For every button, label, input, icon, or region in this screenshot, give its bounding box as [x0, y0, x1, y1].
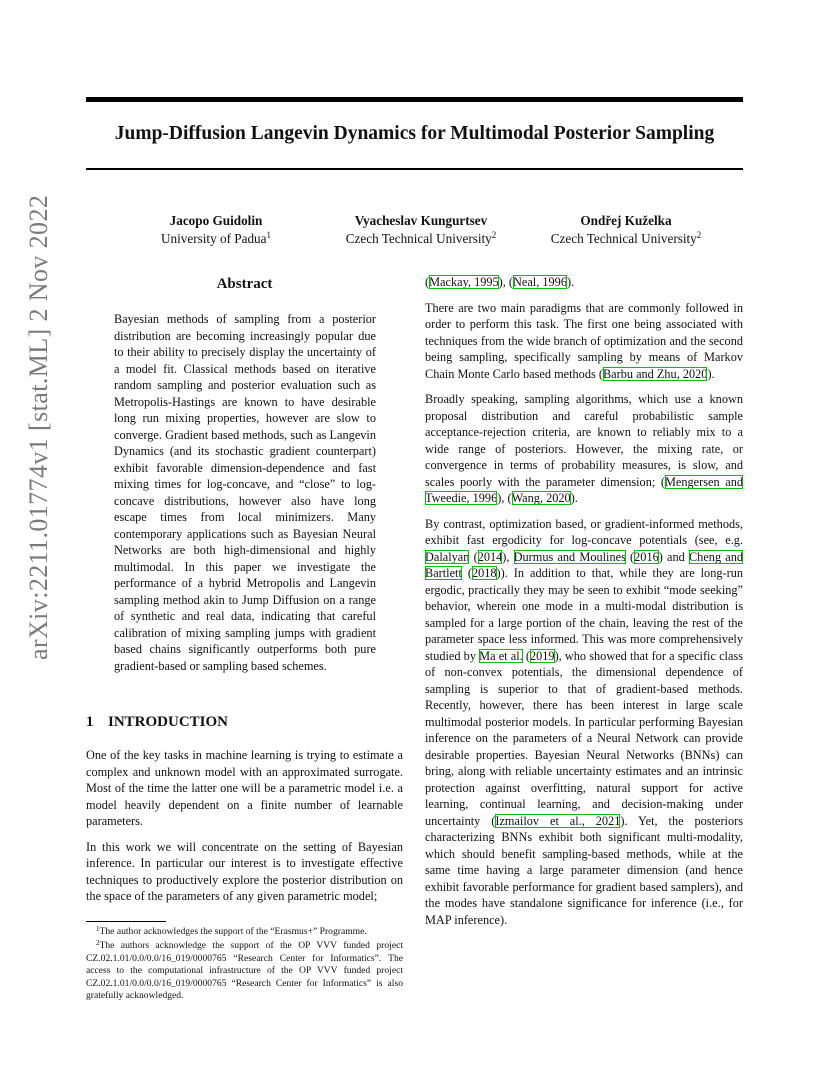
title-top-rule	[86, 97, 743, 102]
author-3	[541, 212, 711, 248]
author-1	[146, 212, 286, 248]
citation-link[interactable]: Barbu and Zhu, 2020	[602, 366, 708, 381]
abstract-heading: Abstract	[216, 276, 273, 292]
citation-link[interactable]: Cheng and Bartlett	[425, 549, 744, 580]
author-2	[331, 212, 511, 248]
right-column	[425, 274, 743, 937]
arxiv-stamp: arXiv:2211.01774v1 [stat.ML] 2 Nov 2022	[24, 194, 53, 660]
left-column	[86, 274, 403, 1005]
intro-paragraph-2-cont: (Mackay, 1995), (Neal, 1996).	[425, 275, 575, 289]
intro-paragraph-1: One of the key tasks in machine learning is trying to estimate a complex and unknown model with an approximated surrogate. Most of the time the latter one will be a parametric model i.e. a model heavily dependent on a finite number of learnable parameters.	[86, 748, 403, 828]
footnote-1: $^1$The author acknowledges the support of the “Erasmus+” Programme.	[96, 924, 367, 937]
author-block	[86, 212, 743, 252]
citation-link[interactable]: 2018	[471, 566, 497, 580]
citation-link[interactable]: Mackay, 1995	[429, 275, 499, 289]
footnote-rule	[86, 921, 166, 922]
citation-link[interactable]: Wang, 2020	[511, 491, 571, 505]
author-name: Ondřej Kuželka	[580, 213, 672, 228]
section-heading	[86, 712, 403, 732]
footnote-2: $^2$The authors acknowledge the support of the OP VVV funded project CZ.02.1.01/0.0/0.0/16_019/0000765 “Research Center for Informatics”. The access to the computational infrastructure of the OP VVV funded project CZ.02.1.01/0.0/0.0/16_019/0000765 “Research Center for Informatics” is also gratefully acknowledged.	[86, 939, 403, 1002]
abstract-text: Bayesian methods of sampling from a posterior distribution are becoming increasingly popular due to their ability to precisely display the uncertainty of a model fit. Classical methods based on iterative random sampling and posterior evaluation such as Metropolis-Hastings are known to have desirable long run mixing properties, however are slow to converge. Gradient based methods, such as Langevin Dynamics (and its stochastic gradient counterpart) exhibit favorable dimension-dependence and fast mixing times for log-concave, and “close” to log-concave distributions, however also have long escape times from local minimizers. Many contemporary applications such as Bayesian Neural Networks are both high-dimensional and highly multimodal. In this paper we investigate the performance of a hybrid Metropolis and Langevin sampling method akin to Jump Diffusion on a range of synthetic and real data, indicating that careful calibration of mixing sampling jumps with gradient based chains significantly outperforms both pure gradient-based or sampling based schemes.	[114, 312, 376, 673]
intro-paragraph-3: There are two main paradigms that are commonly followed in order to perform this task. The first one being associated with techniques from the wide branch of optimization and the second being sampling, specifically sampling by means of Markov Chain Monte Carlo based methods (Barbu and Zhu, 2020).	[425, 300, 743, 381]
intro-paragraph-5: By contrast, optimization based, or gradient-informed methods, exhibit fast ergodicity for log-concave potentials (see, e.g. Dalalyan (2014), Durmus and Moulines (2016) and Cheng and Bartlett (2018)). In addition to that, while they are long-run ergodic, practically they may be seen to exhibit “mode seeking” behavior, wherein one mode in a multi-modal distribution is sampled for a large portion of the chain, leaving the rest of the parameter space less informed. This was more comprehensively studied by Ma et al. (2019), who showed that for a specific class of non-convex potentials, the dimensional dependence of sampling is superior to that of gradient-based methods. Recently, however, there has been interest in large scale multimodal posterior models. In particular performing Bayesian inference on the parameters of a Neural Network can provide desirable properties. Bayesian Neural Networks (BNNs) can bring, along with reliable uncertainty estimates and an intrinsic protection against overfitting, natural support for active learning, continual learning, and decision-making under uncertainty (Izmailov et al., 2021). Yet, the posteriors characterizing BNNs exhibit both significant multi-modality, which should benefit sampling-based methods, while at the same time having a large parameter dimension (and hence exhibit favorable performance for gradient based samplers), and the modes have standalone significance for inference (i.e., for MAP inference).	[425, 516, 744, 927]
citation-link[interactable]: Izmailov et al., 2021	[495, 813, 621, 828]
author-affiliation: Czech Technical University$^2$	[345, 230, 497, 246]
author-affiliation: Czech Technical University$^2$	[550, 230, 702, 246]
affiliation-mark: 1	[266, 230, 271, 240]
author-name: Vyacheslav Kungurtsev	[354, 213, 488, 228]
citation-link[interactable]: Neal, 1996	[513, 275, 567, 289]
section-number: 1	[86, 714, 94, 730]
author-name: Jacopo Guidolin	[169, 213, 263, 228]
citation-link[interactable]: 2014	[477, 549, 503, 564]
citation-link[interactable]: Dalalyan	[425, 549, 470, 564]
intro-paragraph-4: Broadly speaking, sampling algorithms, which use a known proposal distribution and careful probabilistic sample acceptance-rejection criteria, are known to reliably mix to a wide range of posteriors. However, the mixing rate, or convergence in terms of probability measures, is slow, and scales poorly with the parameter dimension; (Mengersen and Tweedie, 1996), (Wang, 2020).	[425, 392, 743, 505]
affiliation-mark: 2	[696, 230, 702, 240]
citation-link[interactable]: Durmus and Moulines	[513, 549, 626, 564]
affiliation-mark: 2	[491, 230, 497, 240]
citation-link[interactable]: 2016	[634, 549, 659, 564]
citation-link[interactable]: Mengersen and Tweedie, 1996	[425, 474, 743, 505]
title-bottom-rule	[86, 168, 743, 170]
section-title: INTRODUCTION	[108, 714, 229, 730]
paper-title: Jump-Diffusion Langevin Dynamics for Multimodal Posterior Sampling	[114, 123, 715, 144]
intro-paragraph-2: In this work we will concentrate on the setting of Bayesian inference. In particular our interest is to investigate effective techniques to productively explore the posterior distribution on the space of the parameters of any given parametric model;	[86, 839, 403, 903]
citation-link[interactable]: 2019	[529, 648, 555, 663]
citation-link[interactable]: Ma et al.	[479, 648, 523, 663]
author-affiliation: University of Padua$^1$	[161, 230, 271, 246]
